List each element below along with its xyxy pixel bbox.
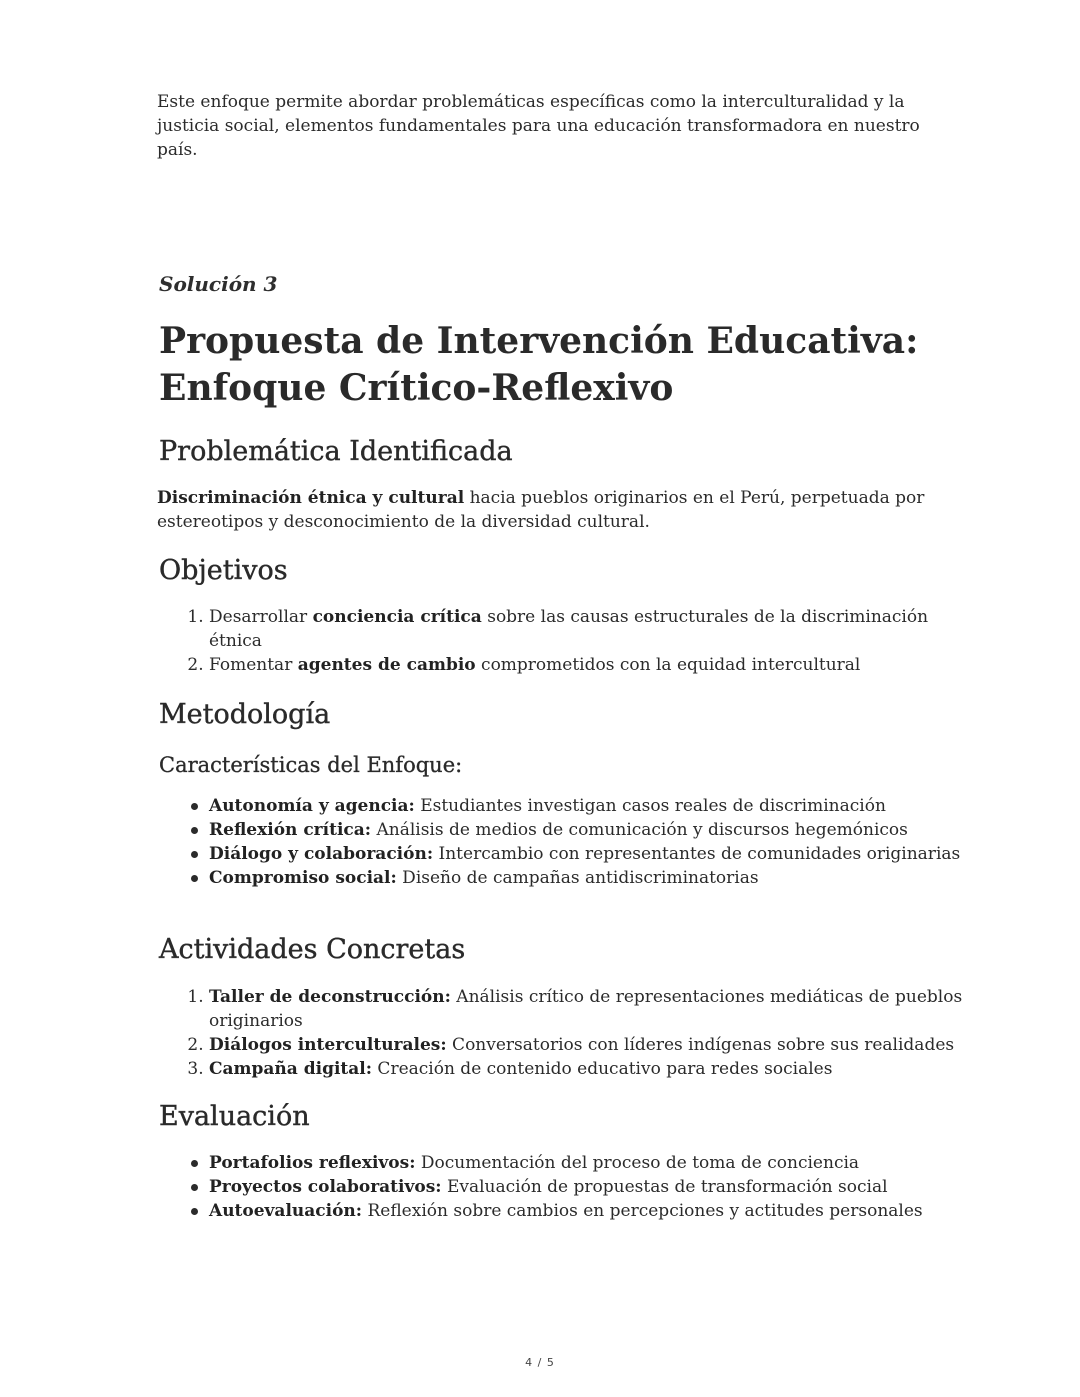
problematica-paragraph xyxy=(157,486,927,534)
item-bold: Compromiso social: xyxy=(209,868,397,888)
item-text: Diseño de campañas antidiscriminatorias xyxy=(396,868,759,888)
evaluacion-list xyxy=(157,1151,979,1223)
item-bold: Taller de deconstrucción: xyxy=(209,987,451,1007)
section-heading-objetivos: Objetivos xyxy=(159,555,288,586)
list-item xyxy=(209,653,979,677)
actividades-list xyxy=(157,985,979,1081)
section-heading-problematica: Problemática Identificada xyxy=(159,436,513,467)
list-item xyxy=(209,605,979,653)
item-text: Análisis crítico de representaciones mediáticas de pueblos originarios xyxy=(209,987,963,1031)
list-item xyxy=(209,1033,979,1057)
item-bold: Proyectos colaborativos: xyxy=(209,1177,442,1197)
page-number: 4 / 5 xyxy=(525,1356,555,1369)
list-item xyxy=(209,1057,979,1081)
item-text: comprometidos con la equidad intercultural xyxy=(475,655,861,675)
item-bold: Diálogo y colaboración: xyxy=(209,844,434,864)
item-text: Reflexión sobre cambios en percepciones y actitudes personales xyxy=(362,1201,923,1221)
item-text: Intercambio con representantes de comunidades originarias xyxy=(433,844,961,864)
item-bold: Campaña digital: xyxy=(209,1059,373,1079)
item-bold: Autoevaluación: xyxy=(209,1201,363,1221)
item-text: Creación de contenido educativo para redes sociales xyxy=(372,1059,833,1079)
item-bold: Autonomía y agencia: xyxy=(209,796,415,816)
list-item xyxy=(209,1199,979,1223)
problematica-text: hacia pueblos originarios en el Perú, perpetuada por estereotipos y desconocimiento de la diversidad cultural. xyxy=(157,488,925,532)
section-heading-evaluacion: Evaluación xyxy=(159,1101,310,1132)
item-bold: Reflexión crítica: xyxy=(209,820,372,840)
item-bold: Portafolios reflexivos: xyxy=(209,1153,416,1173)
list-item xyxy=(209,1151,979,1175)
subheading-caracteristicas: Características del Enfoque: xyxy=(159,753,463,777)
list-item xyxy=(209,842,979,866)
list-item xyxy=(209,818,979,842)
section-heading-metodologia: Metodología xyxy=(159,699,331,730)
section-heading-actividades: Actividades Concretas xyxy=(159,934,466,965)
problematica-bold: Discriminación étnica y cultural xyxy=(157,488,465,508)
item-bold: conciencia crítica xyxy=(312,607,482,627)
item-text: Fomentar xyxy=(209,655,298,675)
objetivos-list xyxy=(157,605,979,677)
item-text: Análisis de medios de comunicación y discursos hegemónicos xyxy=(371,820,908,840)
intro-paragraph: Este enfoque permite abordar problemáticas específicas como la interculturalidad y la justicia social, elementos fundamentales para una educación transformadora en nuestro país. xyxy=(157,92,920,160)
solution-label: Solución 3 xyxy=(159,272,278,296)
item-bold: agentes de cambio xyxy=(297,655,476,675)
metodologia-list xyxy=(157,794,979,890)
item-text: Evaluación de propuestas de transformación social xyxy=(441,1177,888,1197)
item-bold: Diálogos interculturales: xyxy=(209,1035,447,1055)
item-text: Documentación del proceso de toma de conciencia xyxy=(415,1153,860,1173)
item-text: Conversatorios con líderes indígenas sobre sus realidades xyxy=(446,1035,955,1055)
item-text: Estudiantes investigan casos reales de discriminación xyxy=(414,796,886,816)
list-item xyxy=(209,1175,979,1199)
list-item xyxy=(209,794,979,818)
list-item xyxy=(209,985,979,1033)
page-title: Propuesta de Intervención Educativa: Enfoque Crítico-Reflexivo xyxy=(159,320,919,409)
list-item xyxy=(209,866,979,890)
item-text: Desarrollar xyxy=(209,607,313,627)
item-text: sobre las causas estructurales de la discriminación étnica xyxy=(209,607,929,651)
